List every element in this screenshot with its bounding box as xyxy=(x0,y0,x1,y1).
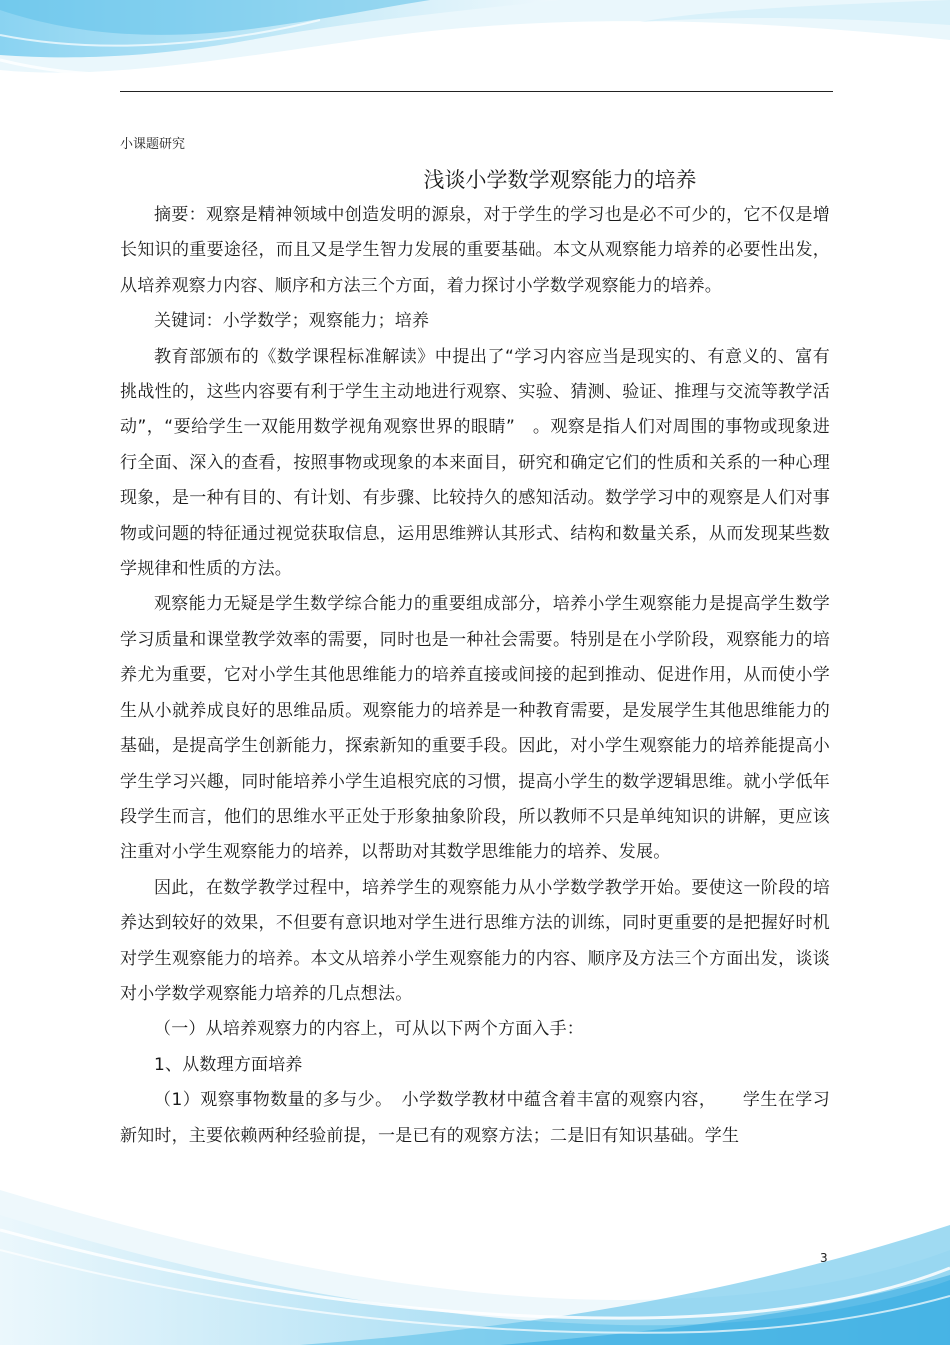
body-paragraph: 观察能力无疑是学生数学综合能力的重要组成部分，培养小学生观察能力是提高学生数学学习质量和课堂教学效率的需要，同时也是一种社会需要。特别是在小学阶段，观察能力的培养尤为重要，它对小学生其他思维能力的培养直接或间接的起到推动、促进作用，从而使小学生从小就养成良好的思维品质。观察能力的培养是一种教育需要，是发展学生其他思维能力的基础，是提高学生创新能力，探索新知的重要手段。因此，对小学生观察能力的培养能提高小学生学习兴趣，同时能培养小学生追根究底的习惯，提高小学生的数学逻辑思维。就小学低年段学生而言，他们的思维水平正处于形象抽象阶段，所以教师不只是单纯知识的讲解，更应该注重对小学生观察能力的培养，以帮助对其数学思维能力的培养、发展。 xyxy=(120,594,830,863)
body-paragraph: 教育部颁布的《数学课程标准解读》中提出了“学习内容应当是现实的、有意义的、富有挑战性的，这些内容要有利于学生主动地进行观察、实验、猜测、验证、推理与交流等教学活动”，“要给学生一双能用数学视角观察世界的眼睛” 。观察是指人们对周围的事物或现象进行全面、深入的查看，按照事物或现象的本来面目，研究和确定它们的性质和关系的一种心理现象，是一种有目的、有计划、有步骤、比较持久的感知活动。数学学习中的观察是人们对事物或问题的特征通过视觉获取信息，运用思维辨认其形式、结构和数量关系，从而发现某些数学规律和性质的方法。 xyxy=(120,346,830,580)
page-number: 3 xyxy=(820,1251,828,1265)
body-paragraph: 因此，在数学教学过程中，培养学生的观察能力从小学数学教学开始。要使这一阶段的培养达到较好的效果，不但要有意识地对学生进行思维方法的训练，同时更重要的是把握好时机对学生观察能力的培养。本文从培养小学生观察能力的内容、顺序及方法三个方面出发，谈谈对小学数学观察能力培养的几点想法。 xyxy=(120,877,830,1004)
header-rule xyxy=(120,91,833,92)
running-head: 小课题研究 xyxy=(120,137,186,152)
abstract-paragraph: 摘要：观察是精神领域中创造发明的源泉，对于学生的学习也是必不可少的，它不仅是增长知识的重要途径，而且又是学生智力发展的重要基础。本文从观察能力培养的必要性出发，从培养观察力内容、顺序和方法三个方面，着力探讨小学数学观察能力的培养。 xyxy=(120,205,830,296)
body-paragraph: （1）观察事物数量的多与少。 小学数学教材中蕴含着丰富的观察内容， 学生在学习新知时，主要依赖两种经验前提，一是已有的观察方法；二是旧有知识基础。学生 xyxy=(120,1090,830,1146)
body-text xyxy=(120,198,830,1154)
section-heading: （一）从培养观察力的内容上，可从以下两个方面入手： xyxy=(154,1019,584,1040)
subsection-heading: 1、从数理方面培养 xyxy=(154,1054,303,1075)
keywords-paragraph: 关键词：小学数学；观察能力；培养 xyxy=(154,311,430,332)
document-title: 浅谈小学数学观察能力的培养 xyxy=(423,168,697,192)
